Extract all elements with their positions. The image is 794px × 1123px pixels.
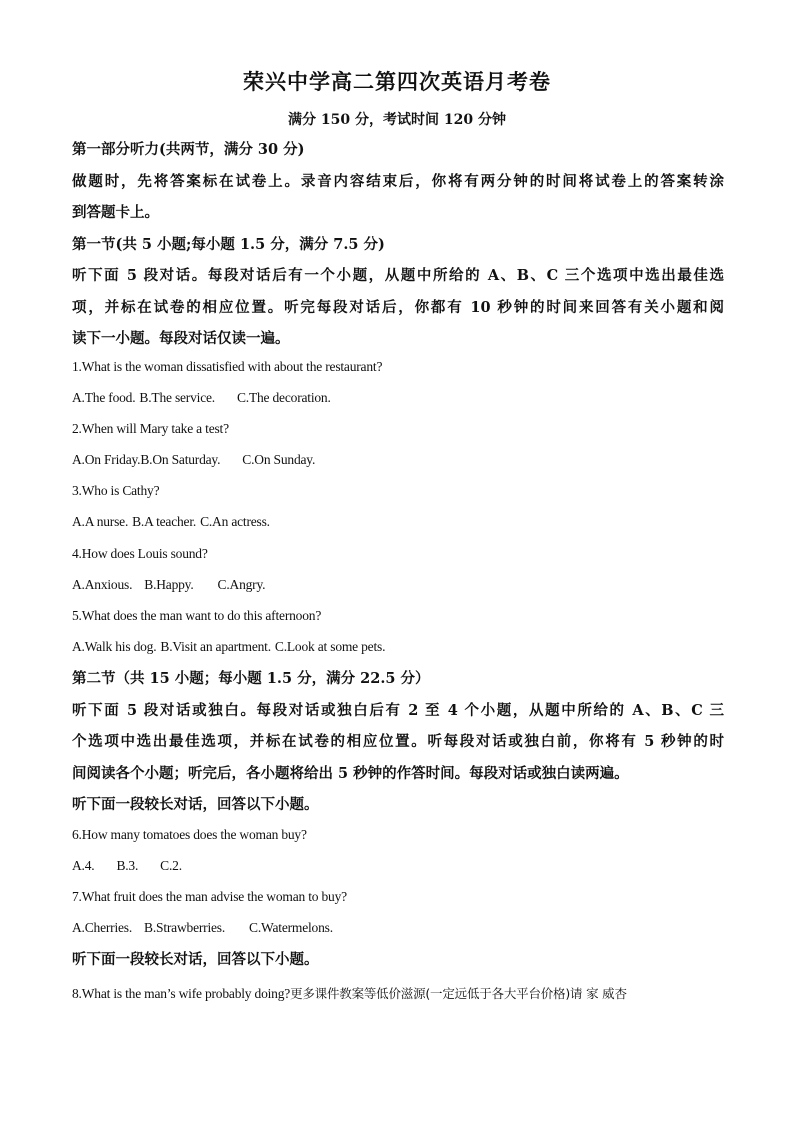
option-c: C.Angry. xyxy=(217,577,266,592)
section2-instruction-line: 间阅读各个小题；听完后，各小题将给出 5 秒钟的作答时间。每段对话或独白读两遍。 xyxy=(72,764,629,782)
section1-instruction-line: 听下面 5 段对话。每段对话后有一个小题，从题中所给的 A、B、C 三个选项中选出最佳选 xyxy=(72,267,724,284)
exam-subtitle: 满分 150 分，考试时间 120 分钟 xyxy=(288,112,506,128)
listen-prompt-block xyxy=(72,944,724,976)
question-6-options xyxy=(72,858,182,874)
option-b: B.On Saturday. xyxy=(140,452,221,467)
option-c: C.Look at some pets. xyxy=(274,639,386,654)
question-5: 5.What does the man want to do this afternoon? xyxy=(72,608,322,623)
option-a: A.Anxious. xyxy=(72,577,133,592)
part1-instruction-line: 到答题卡上。 xyxy=(72,204,159,221)
question-6: 6.How many tomatoes does the woman buy? xyxy=(72,827,307,842)
section2-block xyxy=(72,663,724,821)
listen-prompt: 听下面一段较长对话，回答以下小题。 xyxy=(72,951,319,968)
option-c: C.On Sunday. xyxy=(242,452,316,467)
option-a: A.Walk his dog. xyxy=(72,639,157,654)
section2-instruction-line: 听下面 5 段对话或独白。每段对话或独白后有 2 至 4 个小题，从题中所给的 A、B、C 三 xyxy=(72,701,724,719)
question-5-options xyxy=(72,639,385,655)
listen-prompt: 听下面一段较长对话，回答以下小题。 xyxy=(72,796,319,813)
question-3: 3.Who is Cathy? xyxy=(72,483,160,498)
part1-block xyxy=(72,134,724,355)
exam-title: 荣兴中学高二第四次英语月考卷 xyxy=(243,69,551,94)
question-2: 2.When will Mary take a test? xyxy=(72,421,229,436)
option-c: C.An actress. xyxy=(200,514,270,529)
question-2-options xyxy=(72,452,315,468)
question-4: 4.How does Louis sound? xyxy=(72,546,208,561)
section1-instruction-line: 读下一小题。每段对话仅读一遍。 xyxy=(72,330,290,347)
section1-heading: 第一节(共 5 小题;每小题 1.5 分，满分 7.5 分) xyxy=(72,235,385,253)
watermark-text: 更多课件教案等低价滋源(一定远低于各大平台价格)请 家 威杏 xyxy=(290,986,627,1001)
option-a: A.A nurse. xyxy=(72,514,129,529)
section2-instruction-line: 个选项中选出最佳选项，并标在试卷的相应位置。听每段对话或独白前，你将有 5 秒钟的时 xyxy=(72,733,724,750)
option-b: B.3. xyxy=(116,858,139,873)
question-7: 7.What fruit does the man advise the woman to buy? xyxy=(72,889,347,904)
question-3-options xyxy=(72,514,270,530)
question-8-text: 8.What is the man’s wife probably doing? xyxy=(72,986,291,1001)
question-1: 1.What is the woman dissatisfied with about the restaurant? xyxy=(72,359,383,374)
option-b: B.Happy. xyxy=(144,577,194,592)
section2-heading: 第二节（共 15 小题；每小题 1.5 分，满分 22.5 分） xyxy=(72,670,430,687)
option-b: B.Visit an apartment. xyxy=(160,639,271,654)
option-b: B.The service. xyxy=(139,390,215,405)
question-8 xyxy=(72,984,627,1002)
option-c: C.2. xyxy=(160,858,182,873)
question-7-options xyxy=(72,920,333,936)
option-b: B.A teacher. xyxy=(132,514,197,529)
option-b: B.Strawberries. xyxy=(144,920,226,935)
question-1-options xyxy=(72,390,331,406)
option-c: C.Watermelons. xyxy=(249,920,333,935)
question-4-options xyxy=(72,577,265,593)
section1-instruction-line: 项，并标在试卷的相应位置。听完每段对话后，你都有 10 秒钟的时间来回答有关小题和阅 xyxy=(72,298,724,316)
option-c: C.The decoration. xyxy=(236,390,331,405)
option-a: A.4. xyxy=(72,858,95,873)
part1-instruction-line: 做题时，先将答案标在试卷上。录音内容结束后，你将有两分钟的时间将试卷上的答案转涂 xyxy=(72,172,724,190)
option-a: A.Cherries. xyxy=(72,920,133,935)
part1-heading: 第一部分听力(共两节，满分 30 分) xyxy=(72,141,305,158)
option-a: A.The food. xyxy=(72,390,136,405)
option-a: A.On Friday. xyxy=(72,452,141,467)
